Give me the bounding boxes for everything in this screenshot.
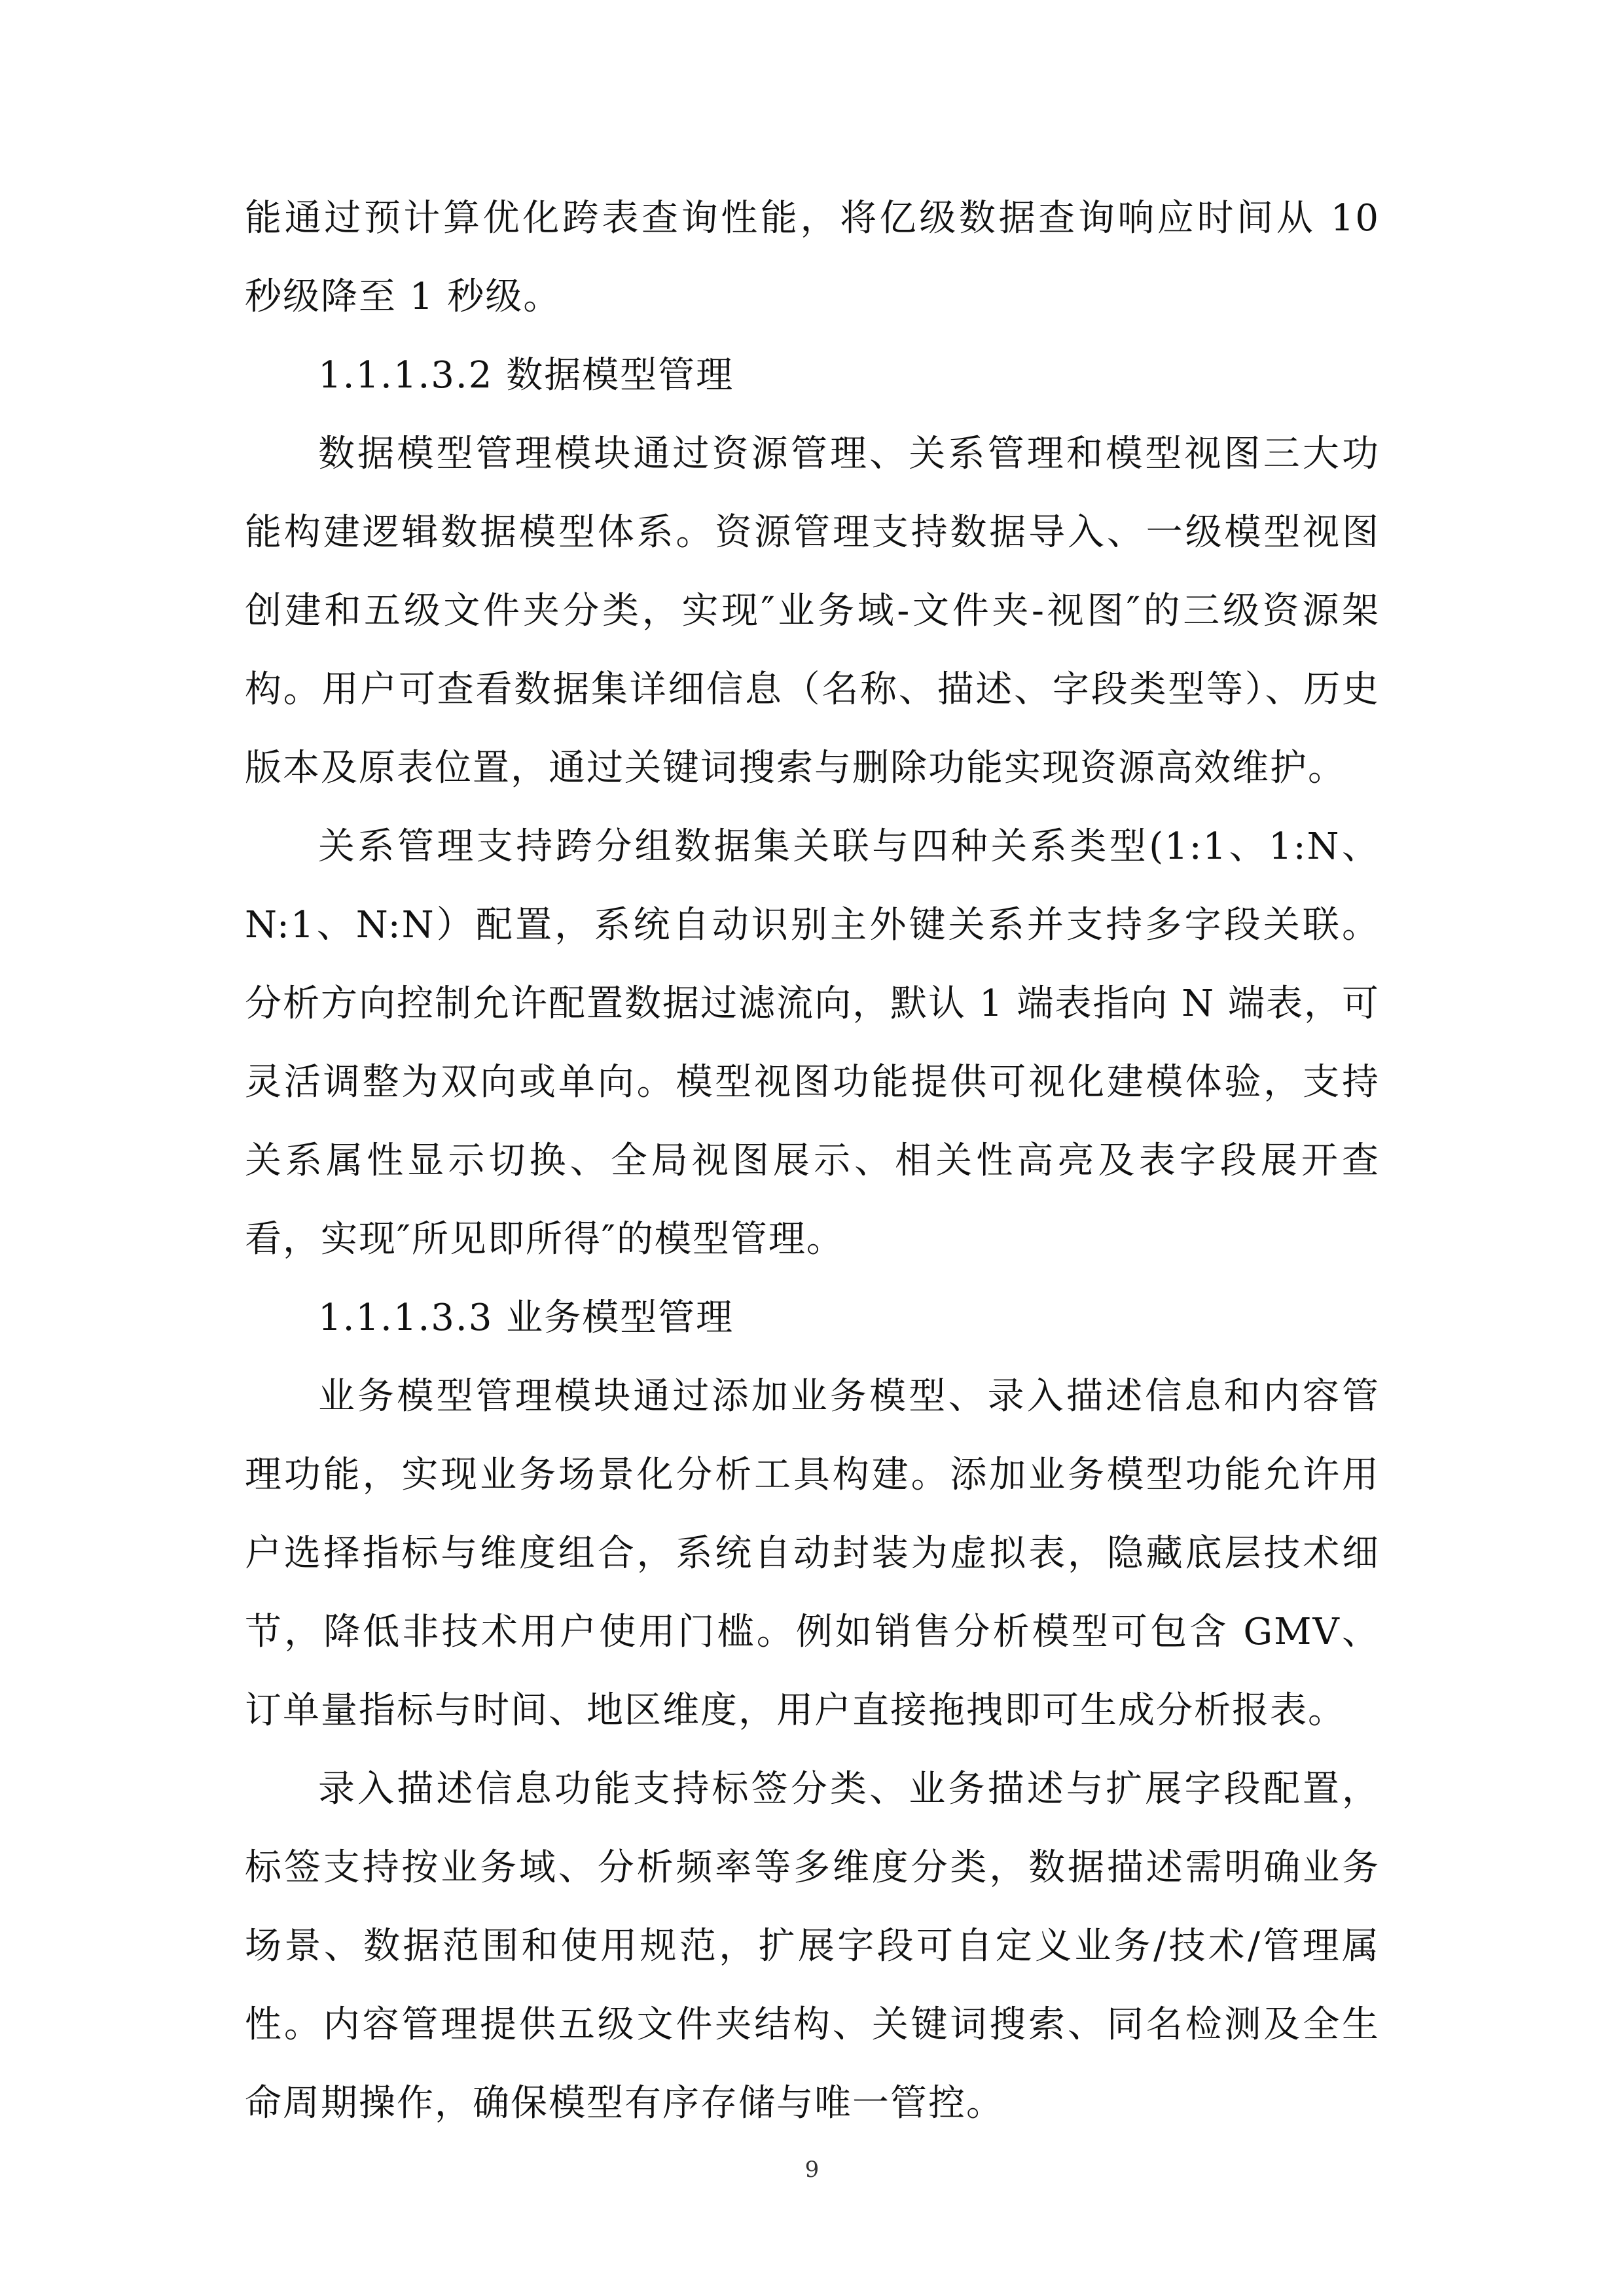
section-heading-business-model: 1.1.1.3.3 业务模型管理 <box>318 1297 734 1339</box>
paragraph-description-management: 录入描述信息功能支持标签分类、业务描述与扩展字段配置，标签支持按业务域、分析频率等多维度分类，数据描述需明确业务场景、数据范围和使用规范，扩展字段可自定义业务/技术/管理属性。内容管理提供五级文件夹结构、关键词搜索、同名检测及全生命周期操作，确保模型有序存储与唯一管控。 <box>245 1768 1380 2125</box>
page-number: 9 <box>804 2157 820 2183</box>
paragraph-relation-management: 关系管理支持跨分组数据集关联与四种关系类型(1:1、1:N、N:1、N:N）配置，系统自动识别主外键关系并支持多字段关联。分析方向控制允许配置数据过滤流向，默认 1 端表指向 N 端表，可灵活调整为双向或单向。模型视图功能提供可视化建模体验，支持关系属性显示切换、全局视图展示、相关性高亮及表字段展开查看，实现″所见即所得″的模型管理。 <box>245 825 1380 1261</box>
section-heading-data-model: 1.1.1.3.2 数据模型管理 <box>318 354 734 397</box>
paragraph-continuation: 能通过预计算优化跨表查询性能，将亿级数据查询响应时间从 10 秒级降至 1 秒级。 <box>245 197 1380 318</box>
page-body <box>245 179 1380 2143</box>
paragraph-business-model-overview: 业务模型管理模块通过添加业务模型、录入描述信息和内容管理功能，实现业务场景化分析工具构建。添加业务模型功能允许用户选择指标与维度组合，系统自动封装为虚拟表，隐藏底层技术细节，降低非技术用户使用门槛。例如销售分析模型可包含 GMV、订单量指标与时间、地区维度，用户直接拖拽即可生成分析报表。 <box>245 1375 1380 1732</box>
paragraph-data-model-overview: 数据模型管理模块通过资源管理、关系管理和模型视图三大功能构建逻辑数据模型体系。资源管理支持数据导入、一级模型视图创建和五级文件夹分类，实现″业务域-文件夹-视图″的三级资源架构。用户可查看数据集详细信息（名称、描述、字段类型等）、历史版本及原表位置，通过关键词搜索与删除功能实现资源高效维护。 <box>245 433 1380 789</box>
